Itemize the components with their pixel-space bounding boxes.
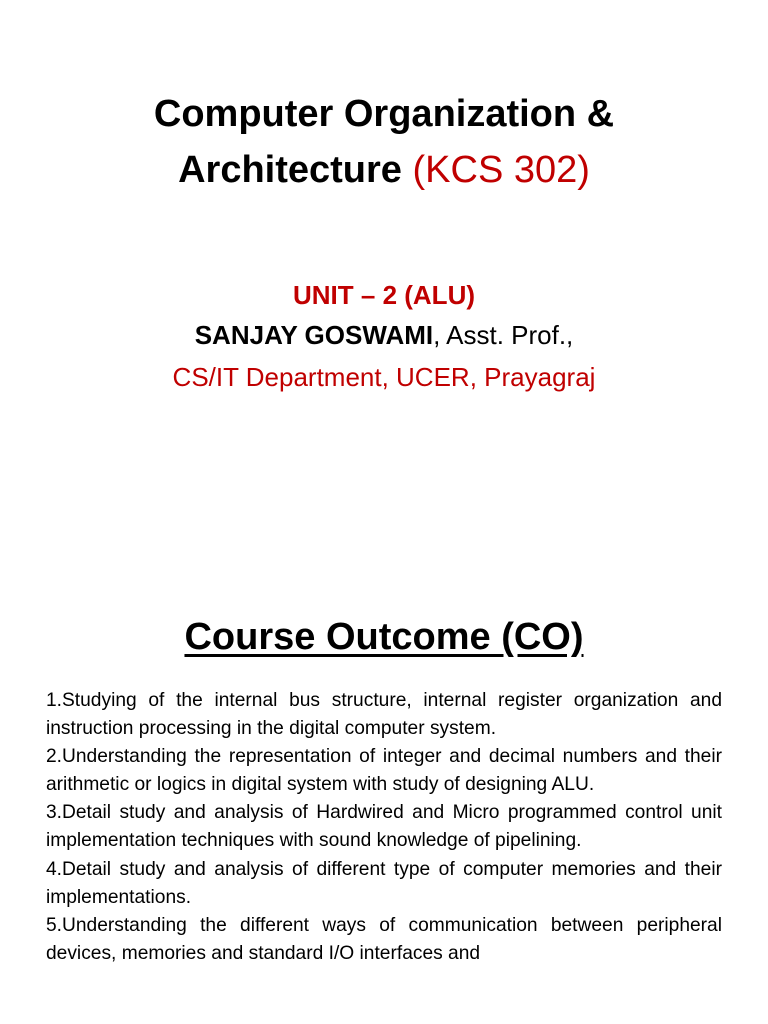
outcome-item-3: 3.Detail study and analysis of Hardwired and Micro programmed control unit implementation techniques with sound knowledge of pipelining. [46, 802, 722, 852]
title-line-2: Architecture [178, 149, 402, 191]
course-outcome-heading: Course Outcome (CO) [184, 616, 584, 658]
author-role: , Asst. Prof., [433, 320, 574, 350]
outcome-item-2: 2.Understanding the representation of integer and decimal numbers and their arithmetic or logics in digital system with study of designing ALU. [46, 746, 722, 796]
course-outcome-list [46, 687, 722, 968]
department-label: CS/IT Department, UCER, Prayagraj [172, 362, 596, 392]
author-name: SANJAY GOSWAMI [194, 320, 434, 350]
unit-label: UNIT – 2 (ALU) [293, 280, 475, 310]
slide-title [0, 86, 768, 198]
course-code: (KCS 302) [412, 149, 590, 191]
title-line-1: Computer Organization & [153, 93, 615, 135]
outcome-item-4: 4.Detail study and analysis of different type of computer memories and their implementations. [46, 858, 722, 908]
course-outcome-slide [0, 512, 768, 1024]
outcome-item-1: 1.Studying of the internal bus structure, internal register organization and instruction processing in the digital computer system. [46, 690, 722, 740]
author-line [0, 316, 768, 354]
outcome-item-5: 5.Understanding the different ways of communication between peripheral devices, memories and standard I/O interfaces and [46, 914, 722, 964]
